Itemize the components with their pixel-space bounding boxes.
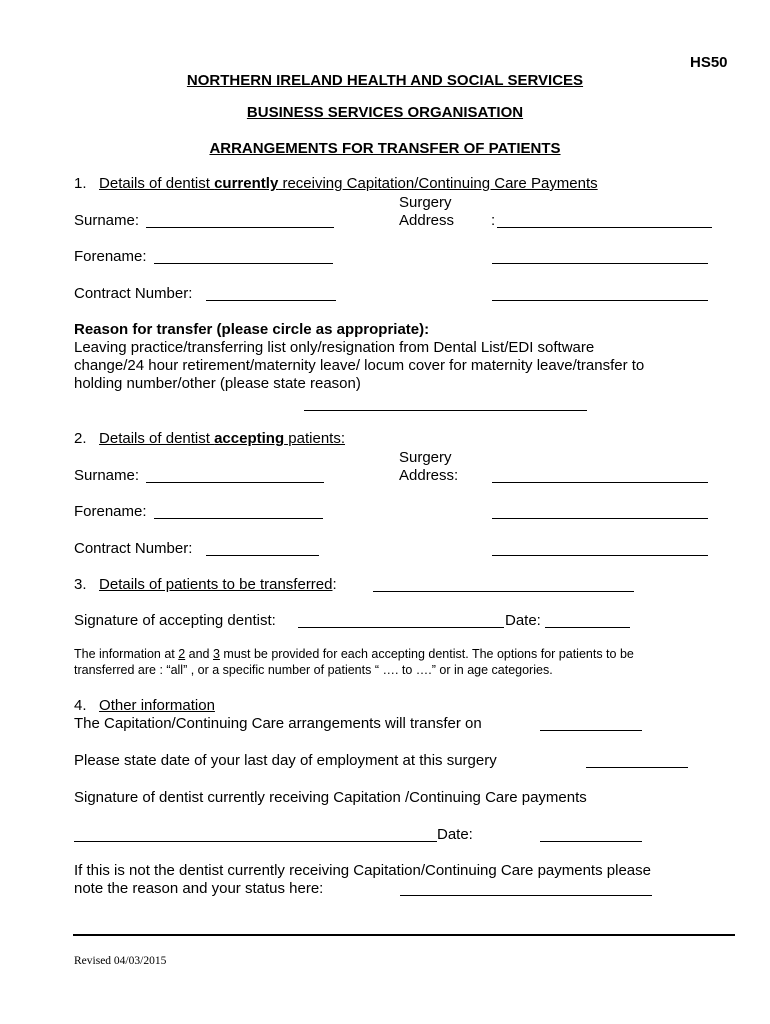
section2-surname-label: Surname: [74,467,140,484]
section2-heading [74,430,345,447]
section1-surgery-label: Surgery [399,194,452,211]
section3-signature-field[interactable] [298,627,504,628]
section2-address-label: Address: [399,467,459,484]
revised-date: Revised 04/03/2015 [74,955,167,967]
section3-date-label: Date: [505,612,541,629]
section2-surname-field[interactable] [146,482,324,483]
section4-signature-field[interactable] [74,841,437,842]
section1-contract-field[interactable] [206,300,336,301]
section2-contract-label: Contract Number: [74,540,193,557]
title-arrangements: ARRANGEMENTS FOR TRANSFER OF PATIENTS [209,140,561,157]
section3-number: 3. [74,576,87,593]
section1-address-colon: : [491,212,496,229]
note-line1: The information at 2 and 3 must be provided for each accepting dentist. The options for patients to be [74,647,634,661]
section4-signature-text: Signature of dentist currently receiving Capitation /Continuing Care payments [74,789,587,806]
note-line2: transferred are : “all” , or a specific number of patients “ …. to ….” or in age categories. [74,663,553,677]
section2-surgery-label: Surgery [399,449,452,466]
section1-address-line3[interactable] [492,300,708,301]
reason-other-field[interactable] [304,410,587,411]
section1-forename-field[interactable] [154,263,333,264]
section4-heading-text: Other information [99,697,215,714]
section4-last-day-text: Please state date of your last day of employment at this surgery [74,752,497,769]
section4-not-dentist-line1: If this is not the dentist currently receiving Capitation/Continuing Care payments please [74,862,651,879]
section2-forename-field[interactable] [154,518,323,519]
section1-address-label: Address [399,212,455,229]
title-bso: BUSINESS SERVICES ORGANISATION [246,104,524,121]
section3-signature-label: Signature of accepting dentist: [74,612,276,629]
reason-heading: Reason for transfer (please circle as appropriate): [74,321,430,338]
section1-address-line2[interactable] [492,263,708,264]
section1-heading [74,175,598,192]
section1-contract-label: Contract Number: [74,285,193,302]
section4-transfer-date-field[interactable] [540,730,642,731]
section4-date-label: Date: [437,826,473,843]
section1-surname-field[interactable] [146,227,334,228]
section2-address-line2[interactable] [492,518,708,519]
section2-number: 2. [74,430,87,447]
form-code: HS50 [690,54,728,71]
section4-date-field[interactable] [540,841,642,842]
section2-contract-field[interactable] [206,555,319,556]
section1-forename-label: Forename: [74,248,147,265]
reason-line2: change/24 hour retirement/maternity leave/ locum cover for maternity leave/transfer to [74,357,645,374]
section1-surname-label: Surname: [74,212,140,229]
section3-patients-field[interactable] [373,591,634,592]
section1-heading-text: Details of dentist currently receiving Capitation/Continuing Care Payments [99,175,598,192]
section1-number: 1. [74,175,87,192]
reason-line1: Leaving practice/transferring list only/resignation from Dental List/EDI software [74,339,595,356]
section4-number: 4. [74,697,87,714]
reason-line3: holding number/other (please state reason) [74,375,361,392]
section3-heading: 3. Details of patients to be transferred: [74,576,337,593]
section3-heading-text: Details of patients to be transferred [99,576,333,593]
section2-address-line3[interactable] [492,555,708,556]
footer-divider [73,934,735,936]
section1-address-line1[interactable] [497,227,712,228]
section2-forename-label: Forename: [74,503,147,520]
section2-address-line1[interactable] [492,482,708,483]
section4-heading [74,697,215,714]
section4-last-day-field[interactable] [586,767,688,768]
section3-date-field[interactable] [545,627,630,628]
section2-heading-text: Details of dentist accepting patients: [99,430,345,447]
section4-not-dentist-line2: note the reason and your status here: [74,880,324,897]
section4-transfer-text: The Capitation/Continuing Care arrangements will transfer on [74,715,482,732]
title-nihss: NORTHERN IRELAND HEALTH AND SOCIAL SERVICES [186,72,584,89]
section4-status-field[interactable] [400,895,652,896]
